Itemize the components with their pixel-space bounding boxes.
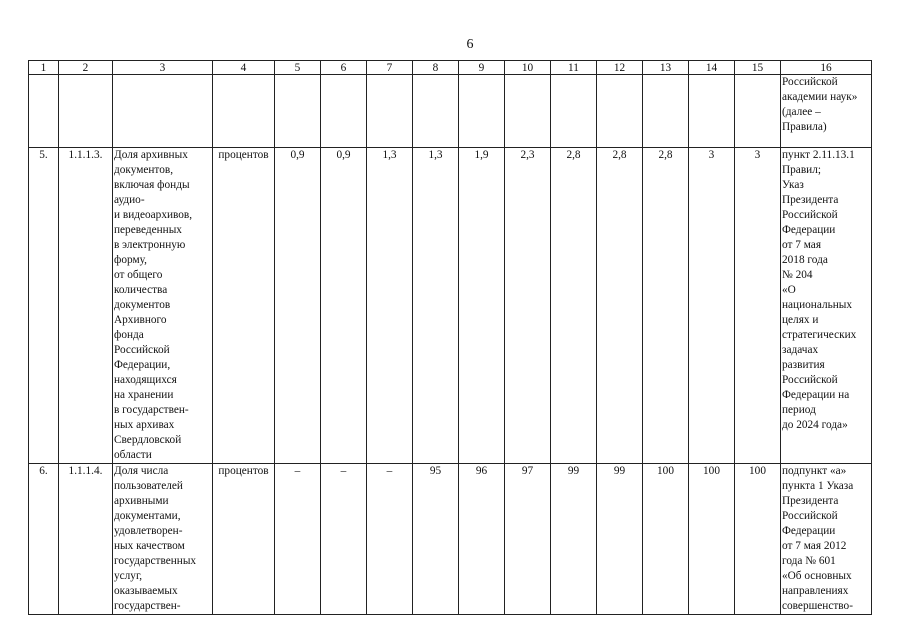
column-number: 13: [643, 61, 689, 75]
column-number: 8: [413, 61, 459, 75]
column-number: 14: [689, 61, 735, 75]
column-number: 10: [505, 61, 551, 75]
value-cell: 1,3: [413, 148, 459, 464]
table-row: [29, 148, 872, 464]
value-cell: [321, 75, 367, 148]
column-number: 12: [597, 61, 643, 75]
column-number: 15: [735, 61, 781, 75]
code-cell: [59, 75, 113, 148]
indicators-table: [28, 60, 872, 615]
code-cell: 1.1.1.3.: [59, 148, 113, 464]
source-cell: пункт 2.11.13.1 Правил; Указ Президента Российской Федерации от 7 мая 2018 года № 204 «О национальных целях и стратегических задачах развития Российской Федерации на период до 2024 года»: [781, 148, 872, 464]
value-cell: [735, 75, 781, 148]
value-cell: 2,8: [551, 148, 597, 464]
value-cell: [413, 75, 459, 148]
column-number: 4: [213, 61, 275, 75]
value-cell: 100: [643, 464, 689, 615]
value-cell: 2,8: [643, 148, 689, 464]
value-cell: 100: [735, 464, 781, 615]
value-cell: 0,9: [275, 148, 321, 464]
value-cell: 99: [551, 464, 597, 615]
unit-cell: [213, 75, 275, 148]
value-cell: 99: [597, 464, 643, 615]
value-cell: 2,3: [505, 148, 551, 464]
column-number: 2: [59, 61, 113, 75]
column-number: 11: [551, 61, 597, 75]
column-number: 1: [29, 61, 59, 75]
code-cell: 1.1.1.4.: [59, 464, 113, 615]
value-cell: 0,9: [321, 148, 367, 464]
row-number-cell: 6.: [29, 464, 59, 615]
value-cell: [551, 75, 597, 148]
value-cell: 2,8: [597, 148, 643, 464]
value-cell: [459, 75, 505, 148]
indicator-name-cell: [113, 75, 213, 148]
value-cell: [643, 75, 689, 148]
value-cell: 100: [689, 464, 735, 615]
value-cell: [597, 75, 643, 148]
page-number: 6: [466, 37, 474, 52]
value-cell: [505, 75, 551, 148]
value-cell: –: [367, 464, 413, 615]
row-number-cell: 5.: [29, 148, 59, 464]
value-cell: [275, 75, 321, 148]
value-cell: –: [321, 464, 367, 615]
value-cell: 3: [735, 148, 781, 464]
value-cell: [367, 75, 413, 148]
source-cell: Российской академии наук» (далее – Правила): [781, 75, 872, 148]
value-cell: 97: [505, 464, 551, 615]
table-row: [29, 75, 872, 148]
table-row: [29, 464, 872, 615]
value-cell: 3: [689, 148, 735, 464]
value-cell: 1,9: [459, 148, 505, 464]
value-cell: [689, 75, 735, 148]
column-number: 9: [459, 61, 505, 75]
value-cell: 95: [413, 464, 459, 615]
column-number: 7: [367, 61, 413, 75]
indicator-name-cell: Доля числа пользователей архивными документами, удовлетворен- ных качеством государственных услуг, оказываемых государствен-: [113, 464, 213, 615]
column-number: 16: [781, 61, 872, 75]
column-number: 5: [275, 61, 321, 75]
source-cell: подпункт «а» пункта 1 Указа Президента Российской Федерации от 7 мая 2012 года № 601 «Об основных направлениях совершенство-: [781, 464, 872, 615]
value-cell: 96: [459, 464, 505, 615]
row-number-cell: [29, 75, 59, 148]
unit-cell: процентов: [213, 148, 275, 464]
value-cell: 1,3: [367, 148, 413, 464]
column-number-row: [29, 61, 872, 75]
value-cell: –: [275, 464, 321, 615]
column-number: 6: [321, 61, 367, 75]
indicator-name-cell: Доля архивных документов, включая фонды аудио- и видеоархивов, переведенных в электронную форму, от общего количества документов Архивного фонда Российской Федерации, находящихся на хранении в государствен- ных архивах Свердловской области: [113, 148, 213, 464]
unit-cell: процентов: [213, 464, 275, 615]
column-number: 3: [113, 61, 213, 75]
